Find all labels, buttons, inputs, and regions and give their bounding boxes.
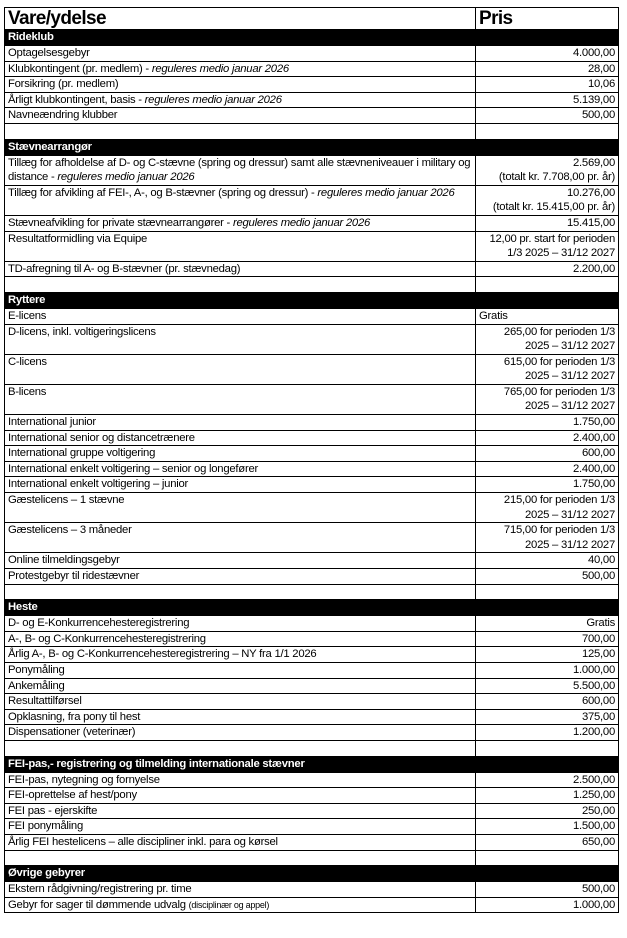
table-row: Tillæg for afvikling af FEI-, A-, og B-stævner (spring og dressur) - reguleres medio januar 2026 10.276,00 (totalt kr. 15.415,00 pr. år) — [5, 185, 619, 215]
table-row: D-licens, inkl. voltigeringslicens 265,00 for perioden 1/3 2025 – 31/12 2027 — [5, 324, 619, 354]
spacer-row — [5, 584, 619, 600]
section-header-fei: FEI-pas,- registrering og tilmelding internationale stævner — [5, 756, 619, 772]
table-row: Gæstelicens – 3 måneder 715,00 for perioden 1/3 2025 – 31/12 2027 — [5, 523, 619, 553]
table-row: International gruppe voltigering 600,00 — [5, 446, 619, 462]
table-row: Årlig FEI hestelicens – alle discipliner inkl. para og kørsel 650,00 — [5, 834, 619, 850]
table-row: Resultattilførsel 600,00 — [5, 694, 619, 710]
table-row: TD-afregning til A- og B-stævner (pr. stævnedag) 2.200,00 — [5, 261, 619, 277]
table-row: Online tilmeldingsgebyr 40,00 — [5, 553, 619, 569]
table-row: Resultatformidling via Equipe 12,00 pr. start for perioden 1/3 2025 – 31/12 2027 — [5, 231, 619, 261]
spacer-row — [5, 123, 619, 139]
table-row: Ekstern rådgivning/registrering pr. time 500,00 — [5, 882, 619, 898]
table-row: Årlig A-, B- og C-Konkurrencehesteregistrering – NY fra 1/1 2026 125,00 — [5, 647, 619, 663]
column-header-item: Vare/ydelse — [5, 8, 476, 30]
table-row: A-, B- og C-Konkurrencehesteregistrering 700,00 — [5, 631, 619, 647]
small-note: (disciplinær og appel) — [188, 899, 270, 910]
table-row: FEI-pas, nytegning og fornyelse 2.500,00 — [5, 772, 619, 788]
table-row: International enkelt voltigering – junior 1.750,00 — [5, 477, 619, 493]
section-header-rideklub: Rideklub — [5, 30, 619, 46]
table-row: Stævneafvikling for private stævnearrangører - reguleres medio januar 2026 15.415,00 — [5, 215, 619, 231]
regulation-note: reguleres medio januar 2026 — [151, 62, 289, 75]
table-row: Årligt klubkontingent, basis - reguleres medio januar 2026 5.139,00 — [5, 92, 619, 108]
table-row: Navneændring klubber 500,00 — [5, 108, 619, 124]
table-row: Gæstelicens – 1 stævne 215,00 for perioden 1/3 2025 – 31/12 2027 — [5, 493, 619, 523]
spacer-row — [5, 740, 619, 756]
table-row: International senior og distancetrænere 2.400,00 — [5, 430, 619, 446]
table-header — [5, 8, 619, 30]
table-row: Gebyr for sager til dømmende udvalg (disciplinær og appel) 1.000,00 — [5, 897, 619, 913]
table-row: B-licens 765,00 for perioden 1/3 2025 – 31/12 2027 — [5, 384, 619, 414]
table-row: C-licens 615,00 for perioden 1/3 2025 – 31/12 2027 — [5, 354, 619, 384]
table-row: E-licens Gratis — [5, 308, 619, 324]
table-row: FEI ponymåling 1.500,00 — [5, 819, 619, 835]
table-row: International enkelt voltigering – senior og longefører 2.400,00 — [5, 461, 619, 477]
table-row: FEI pas - ejerskifte 250,00 — [5, 803, 619, 819]
table-row: Ponymåling 1.000,00 — [5, 662, 619, 678]
section-header-staevnearrangoer: Stævnearrangør — [5, 139, 619, 155]
table-row: FEI-oprettelse af hest/pony 1.250,00 — [5, 788, 619, 804]
fee-table — [4, 7, 619, 913]
spacer-row — [5, 277, 619, 293]
regulation-note: reguleres medio januar 2026 — [57, 171, 195, 184]
table-row: Tillæg for afholdelse af D- og C-stævne (spring og dressur) samt alle stævneniveauer i military og distance - reguleres medio januar 2026 2.569,00 (totalt kr. 7.708,00 pr. år) — [5, 155, 619, 185]
table-row: International junior 1.750,00 — [5, 415, 619, 431]
regulation-note: reguleres medio januar 2026 — [317, 186, 455, 199]
table-row: Optagelsesgebyr 4.000,00 — [5, 46, 619, 62]
table-row: Dispensationer (veterinær) 1.200,00 — [5, 725, 619, 741]
table-row: D- og E-Konkurrencehesteregistrering Gratis — [5, 616, 619, 632]
section-header-heste: Heste — [5, 600, 619, 616]
table-row: Opklasning, fra pony til hest 375,00 — [5, 709, 619, 725]
regulation-note: reguleres medio januar 2026 — [232, 216, 371, 229]
table-row: Ankemåling 5.500,00 — [5, 678, 619, 694]
column-header-price: Pris — [476, 8, 619, 30]
section-header-ryttere: Ryttere — [5, 292, 619, 308]
table-row: Klubkontingent (pr. medlem) - reguleres medio januar 2026 28,00 — [5, 61, 619, 77]
table-row: Protestgebyr til ridestævner 500,00 — [5, 569, 619, 585]
section-header-oevrige: Øvrige gebyrer — [5, 866, 619, 882]
table-row: Forsikring (pr. medlem) 10,06 — [5, 77, 619, 93]
regulation-note: reguleres medio januar 2026 — [144, 93, 282, 106]
spacer-row — [5, 850, 619, 866]
